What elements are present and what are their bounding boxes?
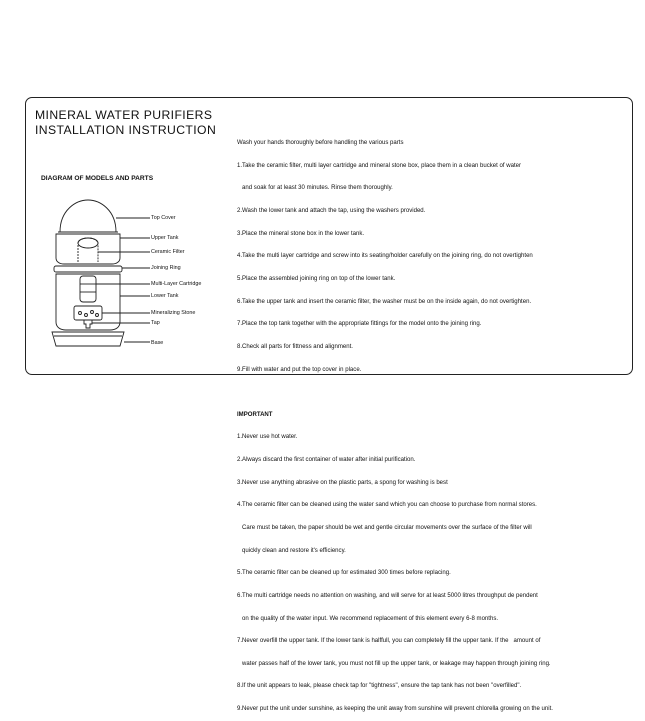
important-line: 7.Never overfill the upper tank. If the lower tank is halffull, you can completely fill the upper tank. If the amount of <box>237 638 541 645</box>
important-line: 9.Never put the unit under sunshine, as keeping the unit away from sunshine will prevent chlorella growing on the unit. <box>237 706 553 713</box>
label-multi-layer-cartridge: Multi-Layer Cartridge <box>151 281 202 287</box>
intro-line: Wash your hands thoroughly before handling the various parts <box>237 140 404 147</box>
important-line: Care must be taken, the paper should be wet and gentle circular movements over the surface of the filter will <box>237 524 532 531</box>
label-upper-tank: Upper Tank <box>151 235 179 241</box>
multi-layer-cartridge-shape <box>80 276 96 302</box>
tap-shape <box>84 320 92 328</box>
step-line: 9.Fill with water and put the top cover in place. <box>237 366 362 373</box>
installation-steps <box>237 125 632 721</box>
important-line: 6.The multi cartridge needs no attention on washing, and will serve for at least 5000 litres throughput de pendent <box>237 592 538 599</box>
step-line: 6.Take the upper tank and insert the ceramic filter, the washer must be on the inside again, do not overtighten. <box>237 298 532 305</box>
step-line: 8.Check all parts for fittness and alignment. <box>237 343 353 350</box>
important-line: 5.The ceramic filter can be cleaned up for estimated 300 times before replacing. <box>237 570 451 577</box>
important-line: water passes half of the lower tank, you must not fill up the upper tank, or leakage may happen through joining ring. <box>237 660 551 667</box>
purifier-diagram <box>48 196 153 358</box>
ceramic-filter-shape <box>78 238 98 262</box>
joining-ring-shape <box>54 266 122 272</box>
upper-tank-shape <box>56 234 120 264</box>
label-base: Base <box>151 340 164 346</box>
label-top-cover: Top Cover <box>151 215 176 221</box>
label-lower-tank: Lower Tank <box>151 293 179 299</box>
step-line: 7.Place the top tank together with the appropriate fittings for the model onto the joining ring. <box>237 321 482 328</box>
important-line: 3.Never use anything abrasive on the plastic parts, a spong for washing is best <box>237 479 448 486</box>
important-line: 1.Never use hot water. <box>237 434 298 441</box>
important-line: 2.Always discard the first container of water after initial purification. <box>237 457 416 464</box>
step-line: and soak for at least 30 minutes. Rinse them thoroughly. <box>237 185 393 192</box>
important-line: 4.The ceramic filter can be cleaned using the water sand which you can choose to purchase from normal stores. <box>237 502 537 509</box>
step-line: 4.Take the multi layer cartridge and screw into its seating/holder carefully on the joining ring, do not overtighten <box>237 253 533 260</box>
important-heading: IMPORTANT <box>237 411 273 418</box>
label-mineralizing-stone: Mineralizing Stone <box>151 310 196 316</box>
top-cover-shape <box>60 200 116 232</box>
diagram-heading: DIAGRAM OF MODELS AND PARTS <box>41 175 154 182</box>
title-line-2: INSTALLATION INSTRUCTION <box>35 123 217 137</box>
title-line-1: MINERAL WATER PURIFIERS <box>35 108 213 122</box>
label-ceramic-filter: Ceramic Filter <box>151 249 185 255</box>
step-line: 3.Place the mineral stone box in the lower tank. <box>237 230 365 237</box>
important-line: on the quality of the water input. We recommend replacement of this element every 6-8 months. <box>237 615 499 622</box>
label-joining-ring: Joining Ring <box>151 265 181 271</box>
base-shape <box>52 332 124 346</box>
important-line: 8.If the unit appears to leak, please check tap for "tightness", ensure the tap tank has not been "overfilled". <box>237 683 522 690</box>
step-line: 2.Wash the lower tank and attach the tap, using the washers provided. <box>237 208 426 215</box>
important-line: quickly clean and restore it's efficiency. <box>237 547 346 554</box>
step-line: 5.Place the assembled joining ring on top of the lower tank. <box>237 275 396 282</box>
step-line: 1.Take the ceramic filter, multi layer cartridge and mineral stone box, place them in a clean bucket of water <box>237 162 522 169</box>
label-tap: Tap <box>151 320 160 326</box>
